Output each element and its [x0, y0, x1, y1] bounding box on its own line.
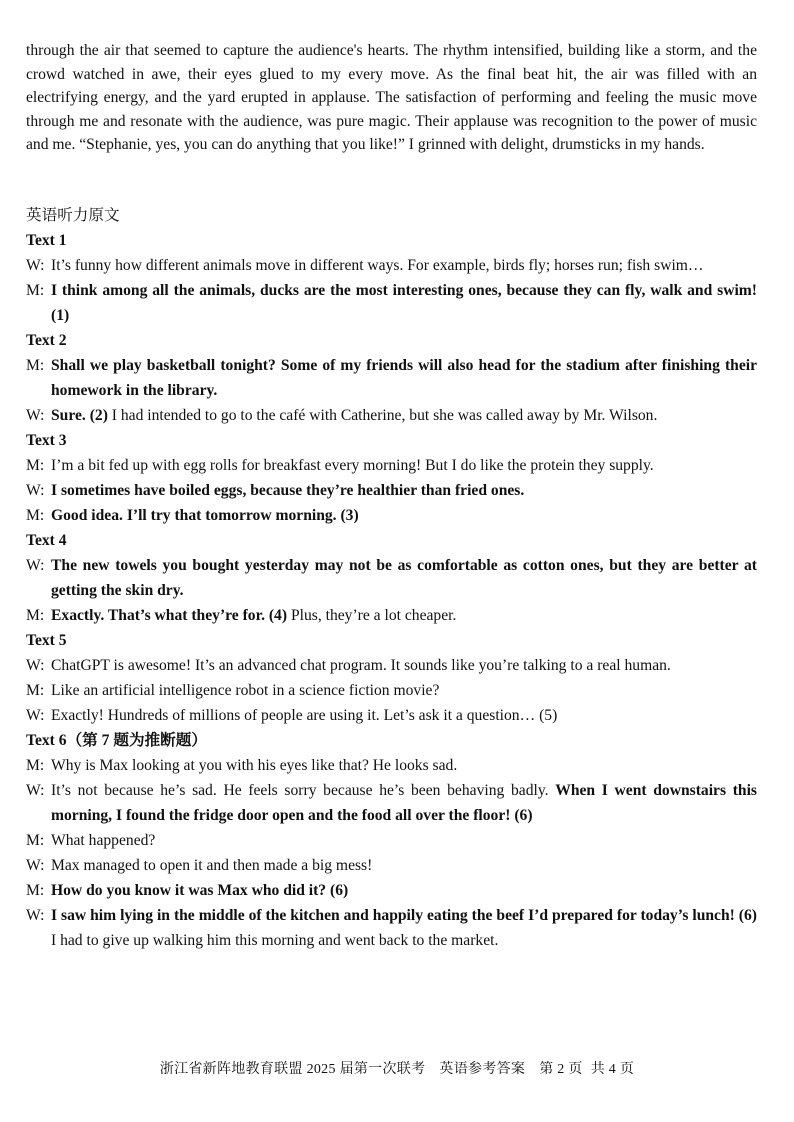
- dialogue-text: Exactly! Hundreds of millions of people are using it. Let’s ask it a question… (5): [51, 706, 558, 724]
- dialogue-line: [26, 403, 757, 428]
- text-label: Text 5: [26, 631, 67, 649]
- speaker-label: W:: [26, 406, 45, 424]
- speaker-label: W:: [26, 781, 45, 799]
- answer-key-text: I think among all the animals, ducks are the most interesting ones, because they can fly, walk and swim! (1): [51, 281, 757, 324]
- dialogue-line: [26, 553, 757, 603]
- speaker-label: M:: [26, 456, 45, 474]
- speaker-label: M:: [26, 831, 45, 849]
- speaker-label: M:: [26, 881, 45, 899]
- text-label: Text 1: [26, 231, 67, 249]
- speaker-label: M:: [26, 506, 45, 524]
- dialogue-text: ChatGPT is awesome! It’s an advanced chat program. It sounds like you’re talking to a real human.: [51, 656, 671, 674]
- dialogue-text: I had to give up walking him this morning and went back to the market.: [51, 931, 499, 949]
- answer-key-text: When I went downstairs this morning, I found the fridge door open and the food all over the floor! (6): [51, 781, 757, 824]
- footer-page: 第 2 页: [539, 1062, 583, 1077]
- footer-total: 共 4 页: [590, 1062, 635, 1077]
- answer-key-text: I sometimes have boiled eggs, because they’re healthier than fried ones.: [51, 481, 525, 499]
- text-label: Text 3: [26, 431, 67, 449]
- dialogue-line: [26, 878, 757, 903]
- text-label: Text 2: [26, 331, 67, 349]
- text-label: Text 6（第 7 题为推断题）: [26, 731, 207, 749]
- dialogue-line: [26, 603, 757, 628]
- page-footer: [0, 1058, 794, 1078]
- answer-key-text: Shall we play basketball tonight? Some of my friends will also head for the stadium after finishing their homework in the library.: [51, 356, 757, 399]
- dialogue-text: It’s funny how different animals move in different ways. For example, birds fly; horses run; fish swim…: [51, 256, 704, 274]
- dialogue-text: Why is Max looking at you with his eyes like that? He looks sad.: [51, 756, 458, 774]
- answer-key-text: I saw him lying in the middle of the kitchen and happily eating the beef I’d prepared for today’s lunch! (6): [51, 906, 757, 924]
- dialogue-line: [26, 703, 757, 728]
- dialogue-line: [26, 653, 757, 678]
- dialogue-line: [26, 903, 757, 953]
- speaker-label: W:: [26, 556, 45, 574]
- dialogue-line: [26, 853, 757, 878]
- dialogue-line: [26, 753, 757, 778]
- speaker-label: M:: [26, 606, 45, 624]
- dialogue-line: [26, 503, 757, 528]
- dialogue-line: [26, 278, 757, 328]
- speaker-label: W:: [26, 906, 45, 924]
- speaker-label: M:: [26, 281, 45, 299]
- speaker-label: M:: [26, 756, 45, 774]
- dialogue-line: [26, 678, 757, 703]
- answer-key-text: Sure. (2): [51, 406, 108, 424]
- answer-key-text: The new towels you bought yesterday may not be as comfortable as cotton ones, but they are better at getting the skin dry.: [51, 556, 757, 599]
- document-page: [26, 39, 757, 953]
- speaker-label: W:: [26, 256, 45, 274]
- footer-exam: 浙江省新阵地教育联盟 2025 届第一次联考: [159, 1062, 426, 1077]
- dialogue-text: Max managed to open it and then made a big mess!: [51, 856, 373, 874]
- answer-key-text: How do you know it was Max who did it? (6): [51, 881, 349, 899]
- dialogue-text: What happened?: [51, 831, 156, 849]
- dialogue-text: I’m a bit fed up with egg rolls for breakfast every morning! But I do like the protein they supply.: [51, 456, 654, 474]
- dialogue-line: [26, 453, 757, 478]
- speaker-label: W:: [26, 856, 45, 874]
- speaker-label: M:: [26, 681, 45, 699]
- speaker-label: W:: [26, 656, 45, 674]
- speaker-label: M:: [26, 356, 45, 374]
- speaker-label: W:: [26, 481, 45, 499]
- dialogue-line: [26, 253, 757, 278]
- speaker-label: W:: [26, 706, 45, 724]
- dialogue-text: I had intended to go to the café with Catherine, but she was called away by Mr. Wilson.: [107, 406, 658, 424]
- dialogue-line: [26, 353, 757, 403]
- text-label: Text 4: [26, 531, 67, 549]
- dialogue-text: Like an artificial intelligence robot in a science fiction movie?: [51, 681, 440, 699]
- dialogue-line: [26, 778, 757, 828]
- answer-key-text: Good idea. I’ll try that tomorrow morning. (3): [51, 506, 359, 524]
- listening-transcript: [26, 228, 757, 953]
- dialogue-line: [26, 828, 757, 853]
- essay-paragraph: through the air that seemed to capture the audience's hearts. The rhythm intensified, building like a storm, and the crowd watched in awe, their eyes glued to my every move. As the final beat hit, the air was filled with an electrifying energy, and the yard erupted in applause. The satisfaction of performing and feeling the music move through me and resonate with the audience, was pure magic. Their applause was recognition to the power of music and me. “Stephanie, yes, you can do anything that you like!” I grinned with delight, drumsticks in my hands.: [26, 42, 757, 154]
- section-title: 英语听力原文: [26, 206, 120, 224]
- answer-key-text: Exactly. That’s what they’re for. (4): [51, 606, 288, 624]
- footer-subject: 英语参考答案: [439, 1062, 526, 1077]
- dialogue-text: Plus, they’re a lot cheaper.: [287, 606, 457, 624]
- dialogue-text: It’s not because he’s sad. He feels sorry because he’s been behaving badly.: [51, 781, 556, 799]
- dialogue-line: [26, 478, 757, 503]
